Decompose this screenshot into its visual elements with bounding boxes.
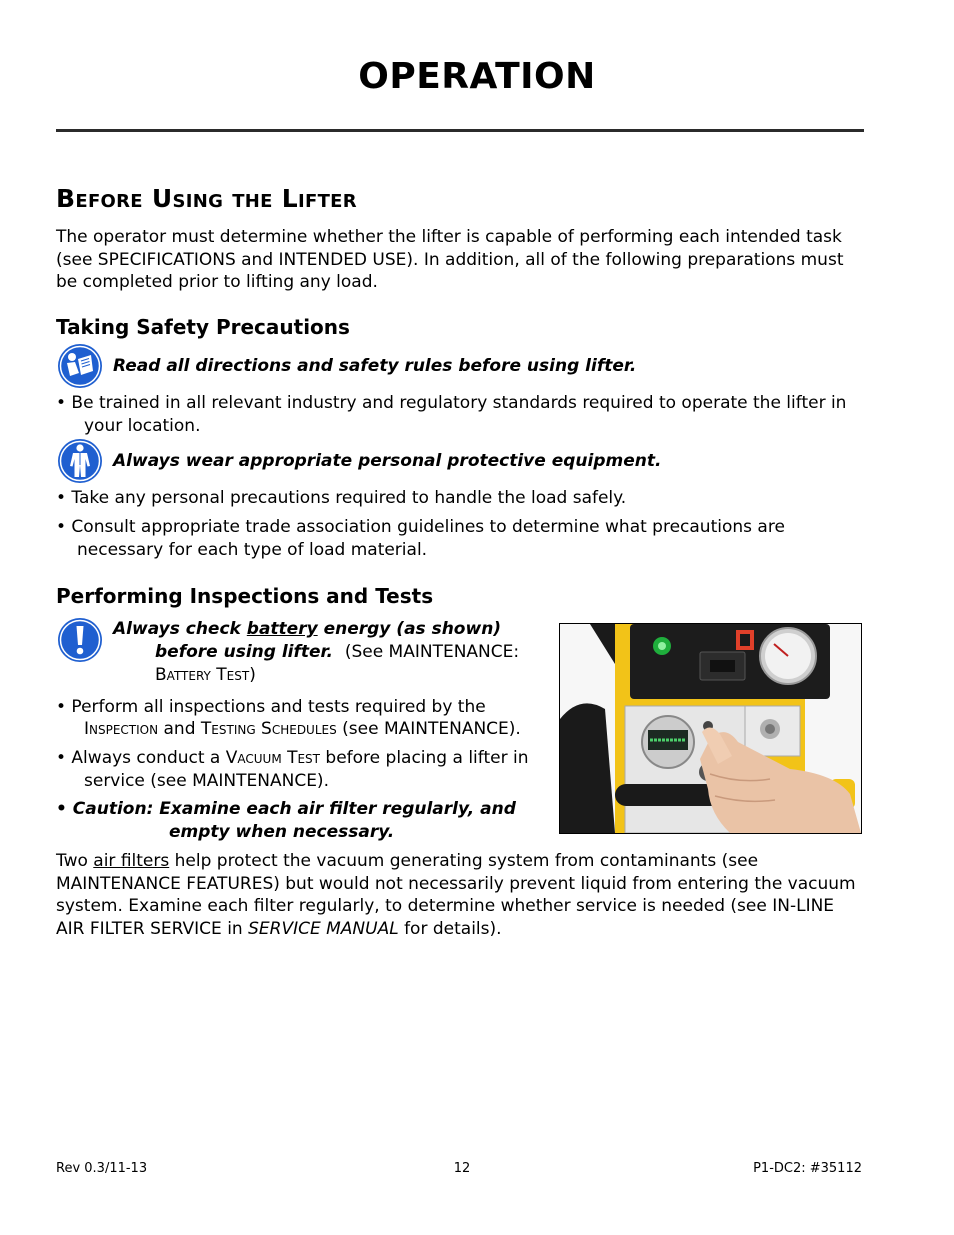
air-filter-paragraph <box>56 850 864 940</box>
filter-text-3: for details). <box>398 918 502 939</box>
protective-suit-icon <box>57 438 103 484</box>
filter-text-1: Two <box>56 851 94 871</box>
read-manual-icon <box>57 343 103 389</box>
bullet-trained: • Be trained in all relevant industry and regulatory standards required to operate the lifter in your location. <box>56 393 847 436</box>
title-rule <box>56 129 864 132</box>
warning-check-battery-line2 <box>155 641 519 664</box>
footer-page-number: 12 <box>453 1161 471 1176</box>
page-title: OPERATION <box>358 56 596 97</box>
vacuum-test-text-1: • Always conduct a <box>56 748 226 768</box>
see-maintenance-text: (See MAINTENANCE: <box>344 642 520 662</box>
bullet-personal-precautions: • Take any personal precautions required to handle the load safely. <box>56 488 627 508</box>
bullet-consult-guidelines: • Consult appropriate trade association guidelines to determine what precautions are necessary for each type of load material. <box>56 517 785 560</box>
bullet-vacuum-test <box>56 747 528 770</box>
and-text: and <box>158 719 201 739</box>
battery-test-ref <box>155 664 256 687</box>
filter-text-2: help protect the vacuum generating system from contaminants (see MAINTENANCE FEATURES) but would not necessarily prevent liquid from entering the vacuum system. Examine each filter regularly, to determine whether service is needed (see IN-LINE AIR FILTER SERVICE in <box>56 851 856 939</box>
service-manual-ref: SERVICE MANUAL <box>248 918 399 939</box>
exclamation-icon <box>57 617 103 663</box>
section-heading: Before Using the Lifter <box>56 184 357 213</box>
close-paren: ) <box>249 665 256 685</box>
see-maintenance-2: (see MAINTENANCE). <box>336 719 521 739</box>
warn-check-text-2: energy (as shown) <box>317 619 502 639</box>
battery-link[interactable]: battery <box>246 619 318 639</box>
bullet-perform-inspections: • Perform all inspections and tests required by the <box>56 697 486 717</box>
warn-check-text-3: before using lifter. <box>155 642 333 662</box>
bullet-perform-inspections-line2 <box>84 718 521 741</box>
warning-ppe: Always wear appropriate personal protective equipment. <box>113 451 662 471</box>
air-filters-link[interactable]: air filters <box>93 851 170 871</box>
testing-schedules-label: Testing Schedules <box>200 719 337 739</box>
inspection-label: Inspection <box>84 719 159 739</box>
bullet-vacuum-test-line2: service (see MAINTENANCE). <box>84 771 329 791</box>
caution-air-filter: • Caution: Examine each air filter regularly, and <box>56 799 516 819</box>
warn-check-text-1: Always check <box>113 619 247 639</box>
warning-check-battery <box>113 618 501 641</box>
inspections-heading: Performing Inspections and Tests <box>56 584 434 608</box>
safety-heading: Taking Safety Precautions <box>56 315 350 339</box>
vacuum-test-text-2: before placing a lifter in <box>320 748 529 768</box>
footer-revision: Rev 0.3/11-13 <box>56 1161 148 1176</box>
footer-document-id: P1-DC2: #35112 <box>753 1161 862 1176</box>
battery-check-photo <box>559 623 862 834</box>
warning-read-directions: Read all directions and safety rules before using lifter. <box>113 356 637 376</box>
caution-air-filter-line2: empty when necessary. <box>169 822 395 842</box>
vacuum-test-label: Vacuum Test <box>225 748 321 768</box>
battery-test-label: Battery Test <box>155 665 250 685</box>
intro-paragraph: The operator must determine whether the lifter is capable of performing each intended task (see SPECIFICATIONS and INTENDED USE). In addition, all of the following preparations must be completed prior to lifting any load. <box>56 227 844 292</box>
